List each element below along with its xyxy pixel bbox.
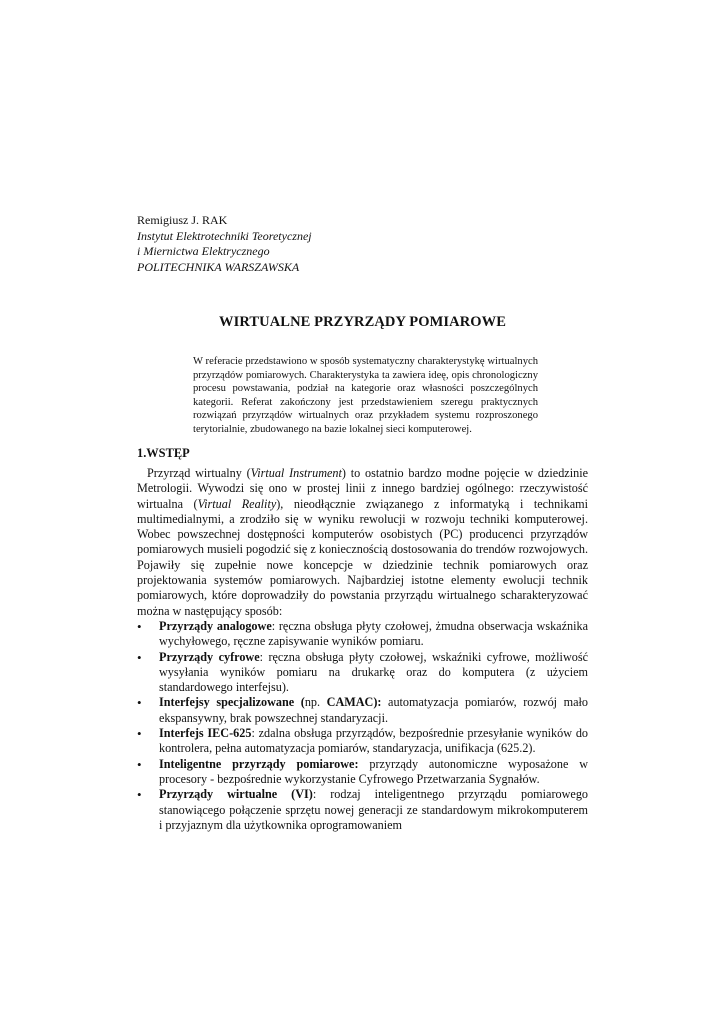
paper-title: WIRTUALNE PRZYRZĄDY POMIAROWE — [218, 314, 507, 330]
author-name: Remigiusz J. RAK — [137, 213, 228, 227]
list-term: Interfejsy specjalizowane ( — [159, 695, 305, 710]
bullet-icon: • — [137, 787, 142, 803]
affiliation-line: Instytut Elektrotechniki Teoretycznej — [137, 228, 312, 243]
list-item — [137, 619, 588, 650]
author-block — [137, 213, 437, 275]
list-item — [137, 787, 588, 833]
list-term: CAMAC): — [326, 695, 382, 710]
list-item — [137, 726, 588, 757]
section-heading: 1.WSTĘP — [137, 446, 190, 460]
list-text: automatyzacja pomiarów, rozwój mało ekspansywny, brak powszechnej standaryzacji. — [159, 695, 589, 725]
list-term: Przyrządy analogowe — [159, 618, 272, 633]
text-run: Przyrząd wirtualny ( — [147, 466, 251, 480]
list-term: Przyrządy cyfrowe — [159, 649, 260, 664]
term-virtual-instrument: Virtual Instrument — [250, 466, 342, 480]
list-term: Interfejs IEC-625 — [159, 726, 252, 741]
list-term: Przyrządy wirtualne (VI) — [159, 787, 313, 802]
bullet-icon: • — [137, 695, 142, 711]
body-text — [137, 466, 588, 833]
list-text: : rodzaj inteligentnego przyrządu pomiarowego stanowiącego połączenie sprzętu nowej generacji ze standardowym mikrokomputerem i przyjaznym dla użytkownika oprogramowaniem — [159, 787, 589, 832]
affiliation-line: POLITECHNIKA WARSZAWSKA — [137, 259, 300, 274]
affiliation-line: i Miernictwa Elektrycznego — [137, 244, 270, 258]
list-item — [137, 757, 588, 788]
list-item — [137, 650, 588, 696]
list-text: przyrządy autonomiczne wyposażone w procesory - bezpośrednie wykorzystanie Cyfrowego Przetwarzania Sygnałów. — [159, 756, 589, 786]
list-text: : zdalna obsługa przyrządów, bezpośrednie przesyłanie wyników do kontrolera, pełna automatyzacja pomiarów, standaryzacja, unifikacja (625.2). — [159, 726, 589, 756]
list-text: : ręczna obsługa płyty czołowej, żmudna obserwacja wskaźnika wychyłowego, ręczne zapisywanie wyników pomiaru. — [159, 618, 588, 649]
list-term: Inteligentne przyrządy pomiarowe: — [159, 756, 359, 771]
bullet-icon: • — [137, 618, 142, 634]
intro-paragraph — [137, 466, 588, 619]
bullet-icon: • — [137, 649, 142, 665]
bullet-icon: • — [137, 756, 142, 772]
list-text: : ręczna obsługa płyty czołowej, wskaźniki cyfrowe, możliwość wysyłania wyników pomiaru na drukarkę oraz do komputera (z użyciem standardowego interfejsu). — [159, 649, 588, 695]
abstract: W referacie przedstawiono w sposób systematyczny charakterystykę wirtualnych przyrządów pomiarowych. Charakterystyka ta zawiera ideę, opis chronologiczny procesu powstawania, podział na kategorie oraz własności poszczególnych kategorii. Referat zakończony jest przedstawieniem szeregu praktycznych rozwiązań przyrządów wirtualnych oraz przykładem systemu rozproszonego terytorialnie, zbudowanego na bazie lokalnej sieci komputerowej. — [193, 356, 538, 435]
list-item — [137, 695, 588, 726]
list-text: np. — [304, 695, 327, 710]
bullet-icon: • — [137, 726, 142, 742]
term-virtual-reality: Virtual Reality — [197, 496, 277, 511]
text-run: ), nieodłącznie związanego z informatyką i technikami multimedialnymi, a zrodziło się w wyniku rewolucji w rozwoju techniki komputerowej. Wobec powszechnej dostępności komputerów osobistych (PC) producenci przyrządów pomiarowych musieli pogodzić się z koniecznością dostosowania do trendów rozwojowych. Pojawiły się zupełnie nowe koncepcje w dziedzinie technik pomiarowych oraz projektowania systemów pomiarowych. Najbardziej istotne elementy ewolucji technik pomiarowych, które doprowadziły do powstania przyrządu wirtualnego scharakteryzować można w następujący sposób: — [137, 496, 588, 618]
text-run: ) to ostatnio bardzo modne pojęcie w dziedzinie Metrologii. Wywodzi się ono w prostej linii z innego bardziej ogólnego: rzeczywistość wirtualna ( — [137, 466, 588, 511]
evolution-list — [137, 619, 588, 833]
